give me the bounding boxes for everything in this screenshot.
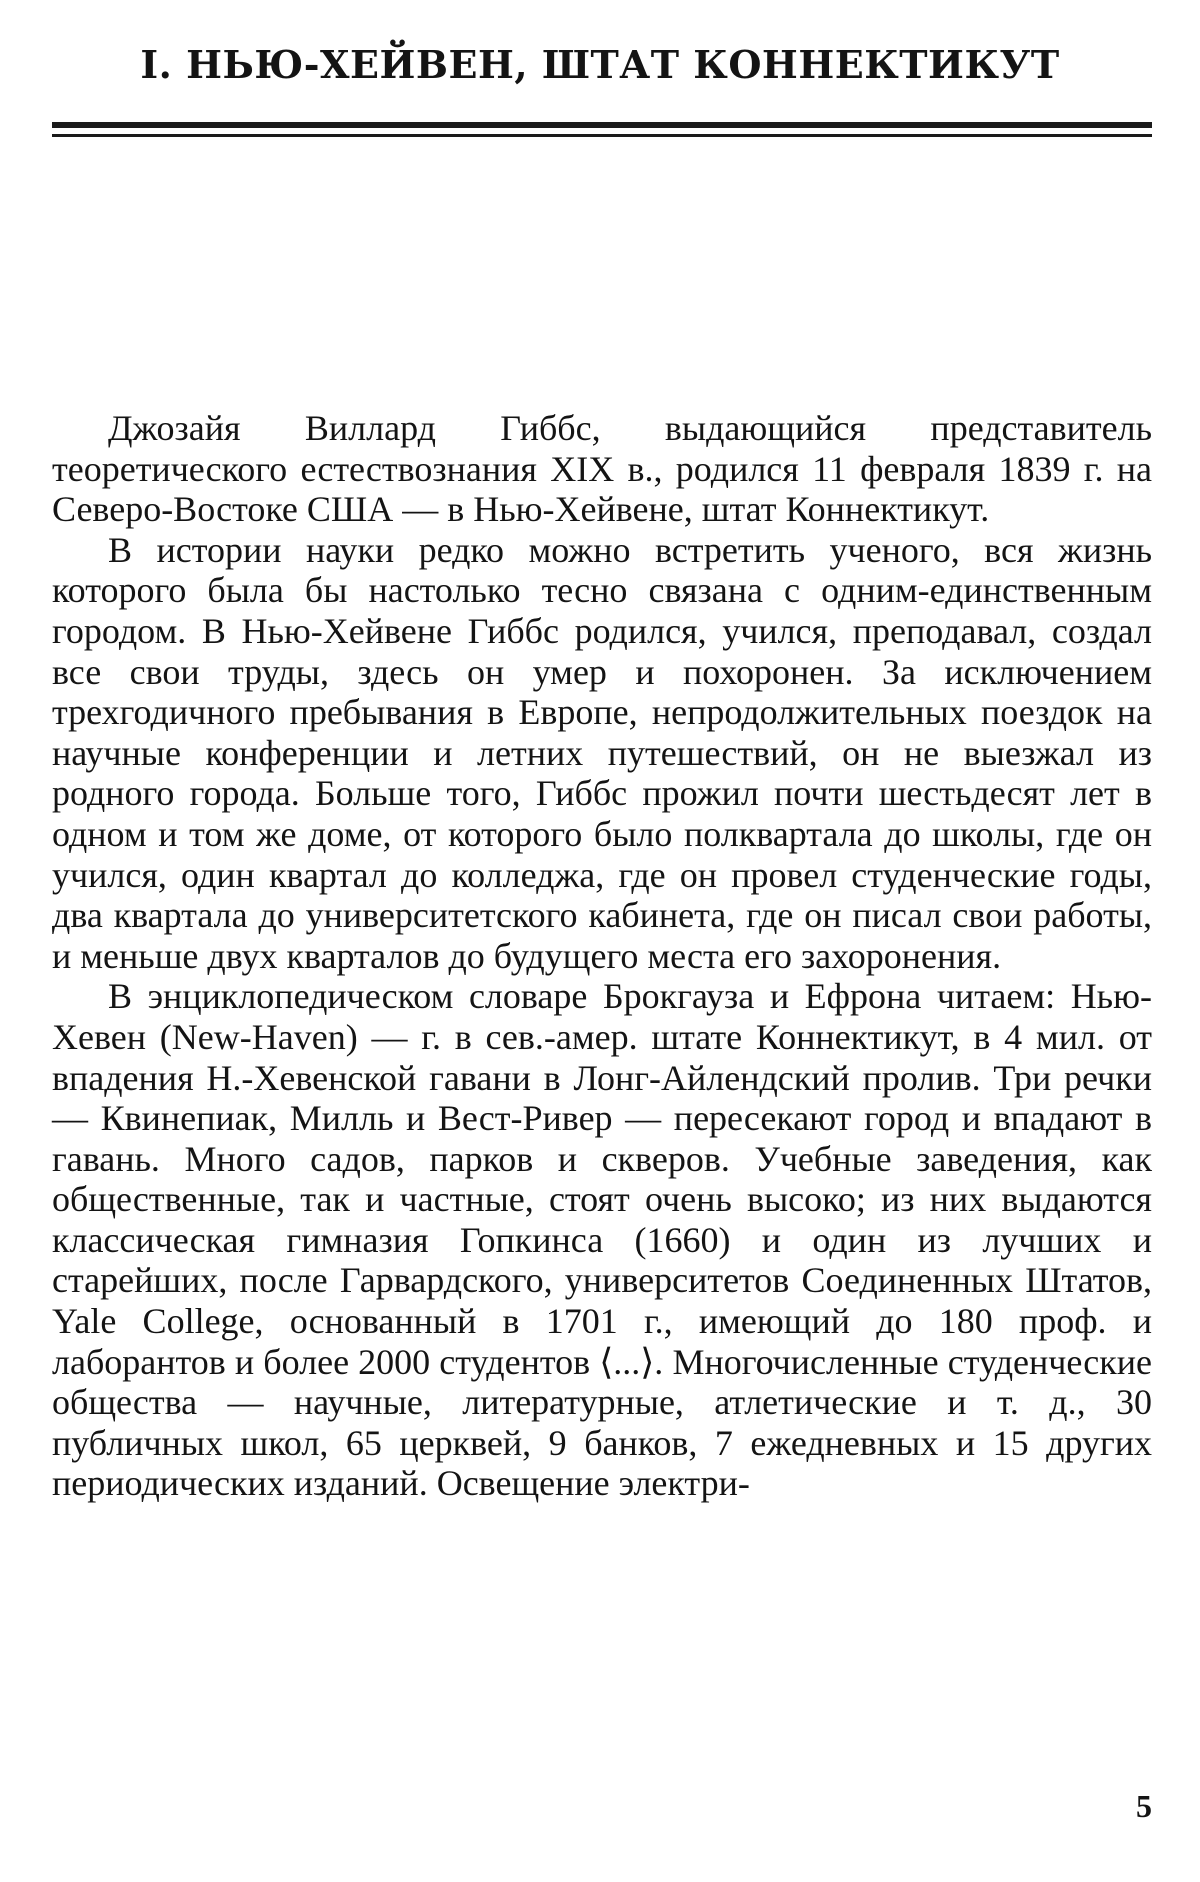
body-text [52,408,1152,1504]
paragraph: В энциклопедическом словаре Брокгауза и Ефрона читаем: Нью-Хевен (New-Haven) — г. в сев.-амер. штате Коннектикут, в 4 мил. от впадения Н.-Хевенской гавани в Лонг-Айлендский пролив. Три речки — Квинепиак, Милль и Вест-Ривер — пересекают город и впадают в гавань. Много садов, парков и скверов. Учебные заведения, как общественные, так и частные, стоят очень высоко; из них выдаются классическая гимназия Гопкинса (1660) и один из лучших и старейших, после Гарвардского, университетов Соединенных Штатов, Yale College, основанный в 1701 г., имеющий до 180 проф. и лаборантов и более 2000 студентов ⟨...⟩. Многочисленные студенческие общества — научные, литературные, атлетические и т. д., 30 публичных школ, 65 церквей, 9 банков, 7 ежедневных и 15 других периодических изданий. Освещение электри- [52,976,1152,1504]
header-rule-thin [52,134,1152,137]
page-number: 5 [1136,1788,1152,1824]
paragraph: Джозайя Виллард Гиббс, выдающийся представитель теоретического естествознания XIX в., родился 11 февраля 1839 г. на Северо-Востоке США — в Нью-Хейвене, штат Коннектикут. [52,408,1152,530]
header-rule-thick [52,122,1152,128]
chapter-title: I. НЬЮ-ХЕЙВЕН, ШТАТ КОННЕКТИКУТ [140,42,1060,87]
paragraph: В истории науки редко можно встретить ученого, вся жизнь которого была бы настолько тесно связана с одним-единственным городом. В Нью-Хейвене Гиббс родился, учился, преподавал, создал все свои труды, здесь он умер и похоронен. За исключением трехгодичного пребывания в Европе, непродолжительных поездок на научные конференции и летних путешествий, он не выезжал из родного города. Больше того, Гиббс прожил почти шестьдесят лет в одном и том же доме, от которого было полквартала до школы, где он учился, один квартал до колледжа, где он провел студенческие годы, два квартала до университетского кабинета, где он писал свои работы, и меньше двух кварталов до будущего места его захоронения. [52,529,1152,976]
